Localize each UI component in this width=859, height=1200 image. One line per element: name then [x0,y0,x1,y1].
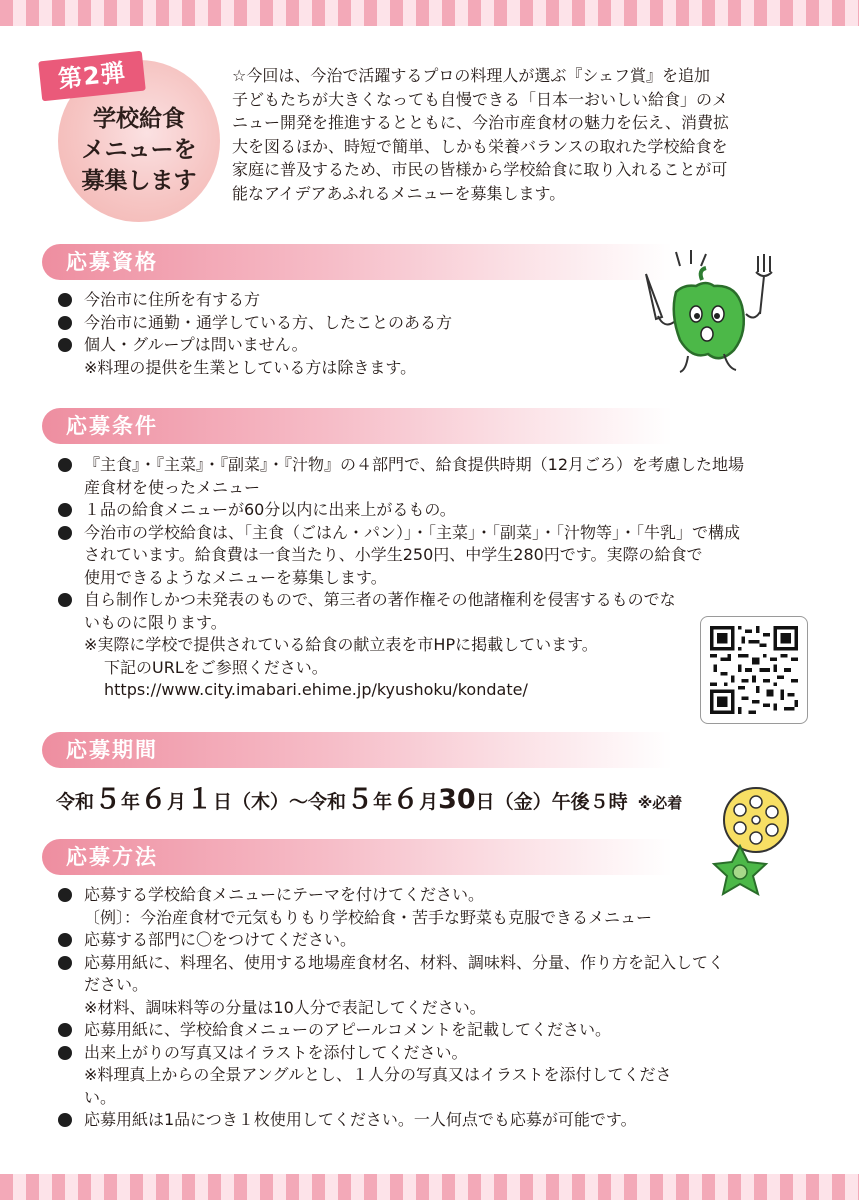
item-text: 今治市に通勤・通学している方、したことのある方 [84,312,453,332]
note-text: ※材料、調味料等の分量は10人分で表記してください。 [84,997,486,1017]
note-text: 〔例〕：今治産食材で元気もりもり学校給食・苦手な野菜も克服できるメニュー [84,907,653,927]
bottom-stripe-border [0,1174,859,1200]
list-item [58,499,818,522]
lotus-root-icon [724,788,788,852]
okra-star-icon [714,846,766,894]
item-text: されています。給食費は一食当たり、小学生250円、中学生280円です。実際の給食で [84,545,703,564]
method-list [58,884,818,1132]
item-text: 応募する部門に〇をつけてください。 [84,930,357,949]
intro-paragraph [232,64,812,205]
note-text: い。 [84,1087,117,1107]
list-item [58,884,818,907]
period-text: 月 [419,791,439,813]
bullet-icon [58,458,72,472]
period-note: ※必着 [637,794,683,812]
hero-title-line: 学校給食 [93,106,185,132]
bullet-icon [58,593,72,607]
section-title: 応募方法 [66,845,158,869]
item-text: 応募する学校給食メニューにテーマを付けてください。 [84,885,485,904]
bullet-icon [58,933,72,947]
top-stripe-border [0,0,859,26]
list-item [58,454,818,499]
item-text: 自ら制作しかつ未発表のもので、第三者の著作権その他諸権利を侵害するものでな [84,590,676,609]
list-item [58,522,818,590]
campaign-badge: 第2弾 [38,51,146,102]
application-period [56,785,682,818]
section-title: 応募期間 [66,738,158,762]
period-number: 30 [438,784,476,815]
qr-code-graphic [710,626,798,714]
green-pepper-mascot-icon [636,244,786,379]
item-text: 今治市に住所を有する方 [84,290,261,309]
section-title: 応募条件 [66,414,158,438]
period-number: １ [186,784,214,815]
list-item [58,929,818,952]
list-item [58,1042,818,1065]
hero-title [58,104,220,197]
period-text: 日（木）～令和 [213,791,347,813]
list-item [58,1019,818,1042]
bullet-icon [58,956,72,970]
intro-line: ☆今回は、今治で活躍するプロの料理人が選ぶ『シェフ賞』を追加 [232,66,711,85]
bullet-icon [58,1023,72,1037]
note-text: ※実際に学校で提供されている給食の献立表を市HPに掲載しています。 [84,635,598,654]
intro-line: 大を図るほか、時短で簡単、しかも栄養バランスの取れた学校給食を [232,136,728,156]
intro-line: 家庭に普及するため、市民の皆様から学校給食に取り入れることが可 [232,160,728,179]
list-item [58,1109,818,1132]
bullet-icon [58,316,72,330]
note-text: ※料理真上からの全景アングルとし、１人分の写真又はイラストを添付してくださ [84,1065,672,1084]
period-number: ６ [140,784,168,815]
intro-line: 子どもたちが大きくなっても自慢できる「日本一おいしい給食」のメ [232,89,729,109]
item-text: 応募用紙に、学校給食メニューのアピールコメントを記載してください。 [84,1020,612,1039]
period-text: 年 [373,791,393,813]
item-text: いものに限ります。 [84,612,227,632]
item-text: 産食材を使ったメニュー [84,477,261,497]
note-text: 下記のURLをご参照ください。 [104,657,328,677]
bullet-icon [58,1046,72,1060]
item-text: １品の給食メニューが60分以内に出来上がるもの。 [84,500,456,519]
period-text: 日（金）午後５時 [475,791,628,813]
bullet-icon [58,338,72,352]
hero-title-line: 募集します [81,168,197,194]
period-text: 月 [167,791,187,813]
qr-code-icon[interactable] [700,616,808,724]
bullet-icon [58,503,72,517]
bullet-icon [58,1113,72,1127]
period-text: 年 [121,791,141,813]
intro-line: ニュー開発を推進するとともに、今治市産食材の魅力を伝え、消費拡 [232,113,729,132]
eligibility-header [42,244,672,280]
conditions-header [42,408,672,444]
period-number: ５ [346,784,374,815]
list-item [58,952,818,997]
section-title: 応募資格 [66,250,158,274]
item-text: 個人・グループは問いません。 [84,335,308,354]
item-text: 応募用紙は1品につき１枚使用してください。一人何点でも応募が可能です。 [84,1110,637,1129]
item-text: ださい。 [84,975,149,994]
period-header [42,732,672,768]
item-text: 使用できるようなメニューを募集します。 [84,567,387,587]
method-header [42,839,672,875]
period-number: ６ [392,784,420,815]
kondate-url-link[interactable]: https://www.city.imabari.ehime.jp/kyushoku/kondate/ [104,680,528,699]
bullet-icon [58,888,72,902]
period-number: ５ [94,784,122,815]
intro-line: 能なアイデアあふれるメニューを募集します。 [232,183,566,203]
item-text: 『主食』・『主菜』・『副菜』・『汁物』の４部門で、給食提供時期（12月ごろ）を考慮した地場 [84,455,745,474]
bullet-icon [58,293,72,307]
item-text: 出来上がりの写真又はイラストを添付してください。 [84,1042,468,1062]
item-text: 今治市の学校給食は、「主食（ごはん・パン）」・「主菜」・「副菜」・「汁物等」・「牛乳」で構成 [84,522,741,542]
hero-title-line: メニューを [81,137,197,163]
vegetables-illustration [706,782,796,902]
note-text: ※料理の提供を生業としている方は除きます。 [84,357,417,377]
period-text: 令和 [56,791,95,813]
item-text: 応募用紙に、料理名、使用する地場産食材名、材料、調味料、分量、作り方を記入してく [84,952,725,972]
bullet-icon [58,526,72,540]
